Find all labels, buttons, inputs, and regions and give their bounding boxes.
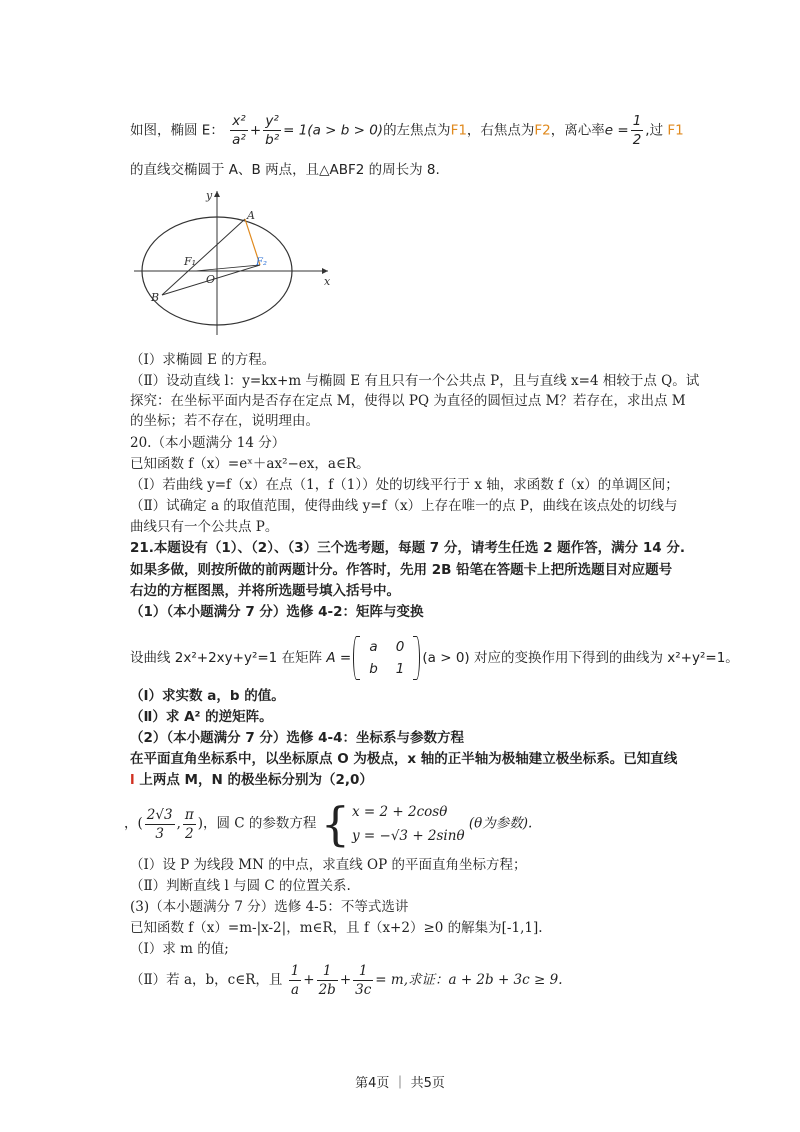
p21-part3-q1: （Ⅰ）求 m 的值; (130, 941, 229, 957)
fraction-one-half: $\frac{1}{2}$ (632, 113, 642, 148)
p21-part1-q1: （Ⅰ）求实数 a，b 的值。 (130, 688, 285, 704)
fraction-1-3c: $\frac{1}{3c}$ (355, 963, 372, 998)
matrix-a: a 0 b 1 (353, 636, 420, 680)
p21-part2-q1: （Ⅰ）设 P 为线段 MN 的中点，求直线 OP 的平面直角坐标方程； (130, 857, 527, 873)
p21-part2-point-and-circle: ，( $\frac{2√3}{3}$ , $\frac{\pi}{2}$ )，圆 C 的参数方程 { x = 2 + 2cosθ y = −√3 + 2sinθ (θ为参数). (124, 797, 533, 851)
p20-q2-l1: （Ⅱ）试确定 a 的取值范围，使得曲线 y=f（x）上存在唯一的点 P，曲线在该点处的切线与 (130, 498, 678, 514)
p20-header: 20.（本小题满分 14 分） (130, 435, 286, 451)
label-o: O (206, 273, 216, 286)
fraction-1-a: $\frac{1}{a}$ (290, 963, 300, 998)
label-x: x (324, 275, 331, 288)
p21-part2-q2: （Ⅱ）判断直线 l 与圆 C 的位置关系. (130, 878, 351, 894)
label-a: A (247, 209, 255, 222)
p21-part1-statement: 设曲线 2x²+2xy+y²=1 在矩阵 A = a 0 b 1 (a > 0) 对应的变换作用下得到的曲线为 x²+y²=1。 (130, 636, 739, 680)
p21-intro-l1: 21.本题设有（1）、（2）、（3）三个选考题，每题 7 分，请考生任选 2 题作答，满分 14 分. (130, 540, 685, 556)
x-axis-arrow (322, 268, 328, 274)
p21-part2-l1: 在平面直角坐标系中，以坐标原点 O 为极点，x 轴的正半轴为极轴建立极坐标系。已知直线 (130, 751, 678, 767)
fraction-y2-b2: $\frac{\text{y²}}{\text{b²}}$ (265, 113, 280, 148)
label-y: y (206, 189, 213, 202)
fraction-x2-a2: $\frac{\text{x²}}{\text{a²}}$ (232, 113, 246, 148)
p21-intro-l2: 如果多做，则按所做的前两题计分。作答时，先用 2B 铅笔在答题卡上把所选题目对应题号 (130, 562, 673, 578)
p21-part1-header: （1）（本小题满分 7 分）选修 4-2：矩阵与变换 (130, 604, 424, 620)
f1-label-2: F1 (667, 122, 684, 139)
f1-label: F1 (450, 122, 467, 139)
ellipse-condition: = 1(a > b > 0) (283, 122, 384, 139)
p19-q2-l2: 探究：在坐标平面内是否存在定点 M，使得以 PQ 为直径的圆恒过点 M？若存在，求出点 M (130, 393, 686, 409)
parametric-system: x = 2 + 2cosθ y = −√3 + 2sinθ (352, 804, 465, 844)
system-brace: { (320, 797, 350, 851)
page-footer: 第4页 ｜ 共5页 (355, 1076, 445, 1091)
p21-part3-q2: （Ⅱ）若 a，b，c∈R，且 $\frac{1}{a}$ + $\frac{1}{2b}$ + $\frac{1}{3c}$ = m,求证：a + 2b + 3c ≥ 9. (130, 963, 563, 998)
p21-part3-given: 已知函数 f（x）=m-|x-2|，m∈R，且 f（x+2）≥0 的解集为[-1,1]. (130, 920, 543, 936)
p19-line2: 的直线交椭圆于 A、B 两点，且△ABF2 的周长为 8. (130, 162, 440, 178)
f2-label: F2 (534, 122, 551, 139)
eccentricity-symbol: e = (604, 122, 629, 139)
ellipse-figure (130, 185, 340, 340)
p19-line1: 如图，椭圆 E： $\frac{\text{x²}}{\text{a²}}$ + $\frac{\text{y²}}{\text{b²}}$ = 1(a > b > 0)的左焦点为F1，右焦点为F2，离心率e = $\frac{1}{2}$ ,过 F1 (130, 113, 684, 148)
parameter-note: (θ为参数). (468, 815, 533, 832)
fraction-1-2b: $\frac{1}{2b}$ (318, 963, 336, 998)
p19-q2-l3: 的坐标；若不存在，说明理由。 (130, 413, 319, 429)
p19-intro-text: 如图，椭圆 E： (130, 122, 224, 139)
p19-q1: （Ⅰ）求椭圆 E 的方程。 (130, 352, 276, 368)
p21-intro-l3: 右边的方框图黑，并将所选题号填入括号中。 (130, 583, 400, 599)
line-l-symbol: l (130, 772, 135, 788)
p19-q2-l1: （Ⅱ）设动直线 l：y=kx+m 与椭圆 E 有且只有一个公共点 P，且与直线 x=4 相较于点 Q。试 (130, 373, 700, 389)
matrix-a-symbol: A = (326, 650, 352, 666)
label-b: B (151, 291, 160, 304)
p21-part2-header: （2）（本小题满分 7 分）选修 4-4：坐标系与参数方程 (130, 730, 465, 746)
p20-q2-l2: 曲线只有一个公共点 P。 (130, 519, 279, 535)
fraction-2sqrt3-3: $\frac{2√3}{3}$ (146, 806, 173, 842)
chord-ab (162, 219, 245, 295)
fraction-pi-2: $\frac{\pi}{2}$ (184, 806, 194, 842)
p21-part3-header: (3)（本小题满分 7 分）选修 4-5：不等式选讲 (130, 899, 409, 915)
p21-part1-q2: （Ⅱ）求 A² 的逆矩阵。 (130, 709, 273, 725)
label-f1: F₁ (184, 255, 197, 268)
p21-part2-l2: l 上两点 M，N 的极坐标分别为（2,0） (130, 772, 373, 788)
p20-given: 已知函数 f（x）=eˣ＋ax²−ex，a∈R。 (130, 456, 370, 472)
label-f2: F₂ (256, 257, 267, 268)
y-axis-arrow (214, 191, 220, 197)
p20-q1: （Ⅰ）若曲线 y=f（x）在点（1，f（1））处的切线平行于 x 轴，求函数 f（x）的单调区间； (130, 477, 679, 493)
